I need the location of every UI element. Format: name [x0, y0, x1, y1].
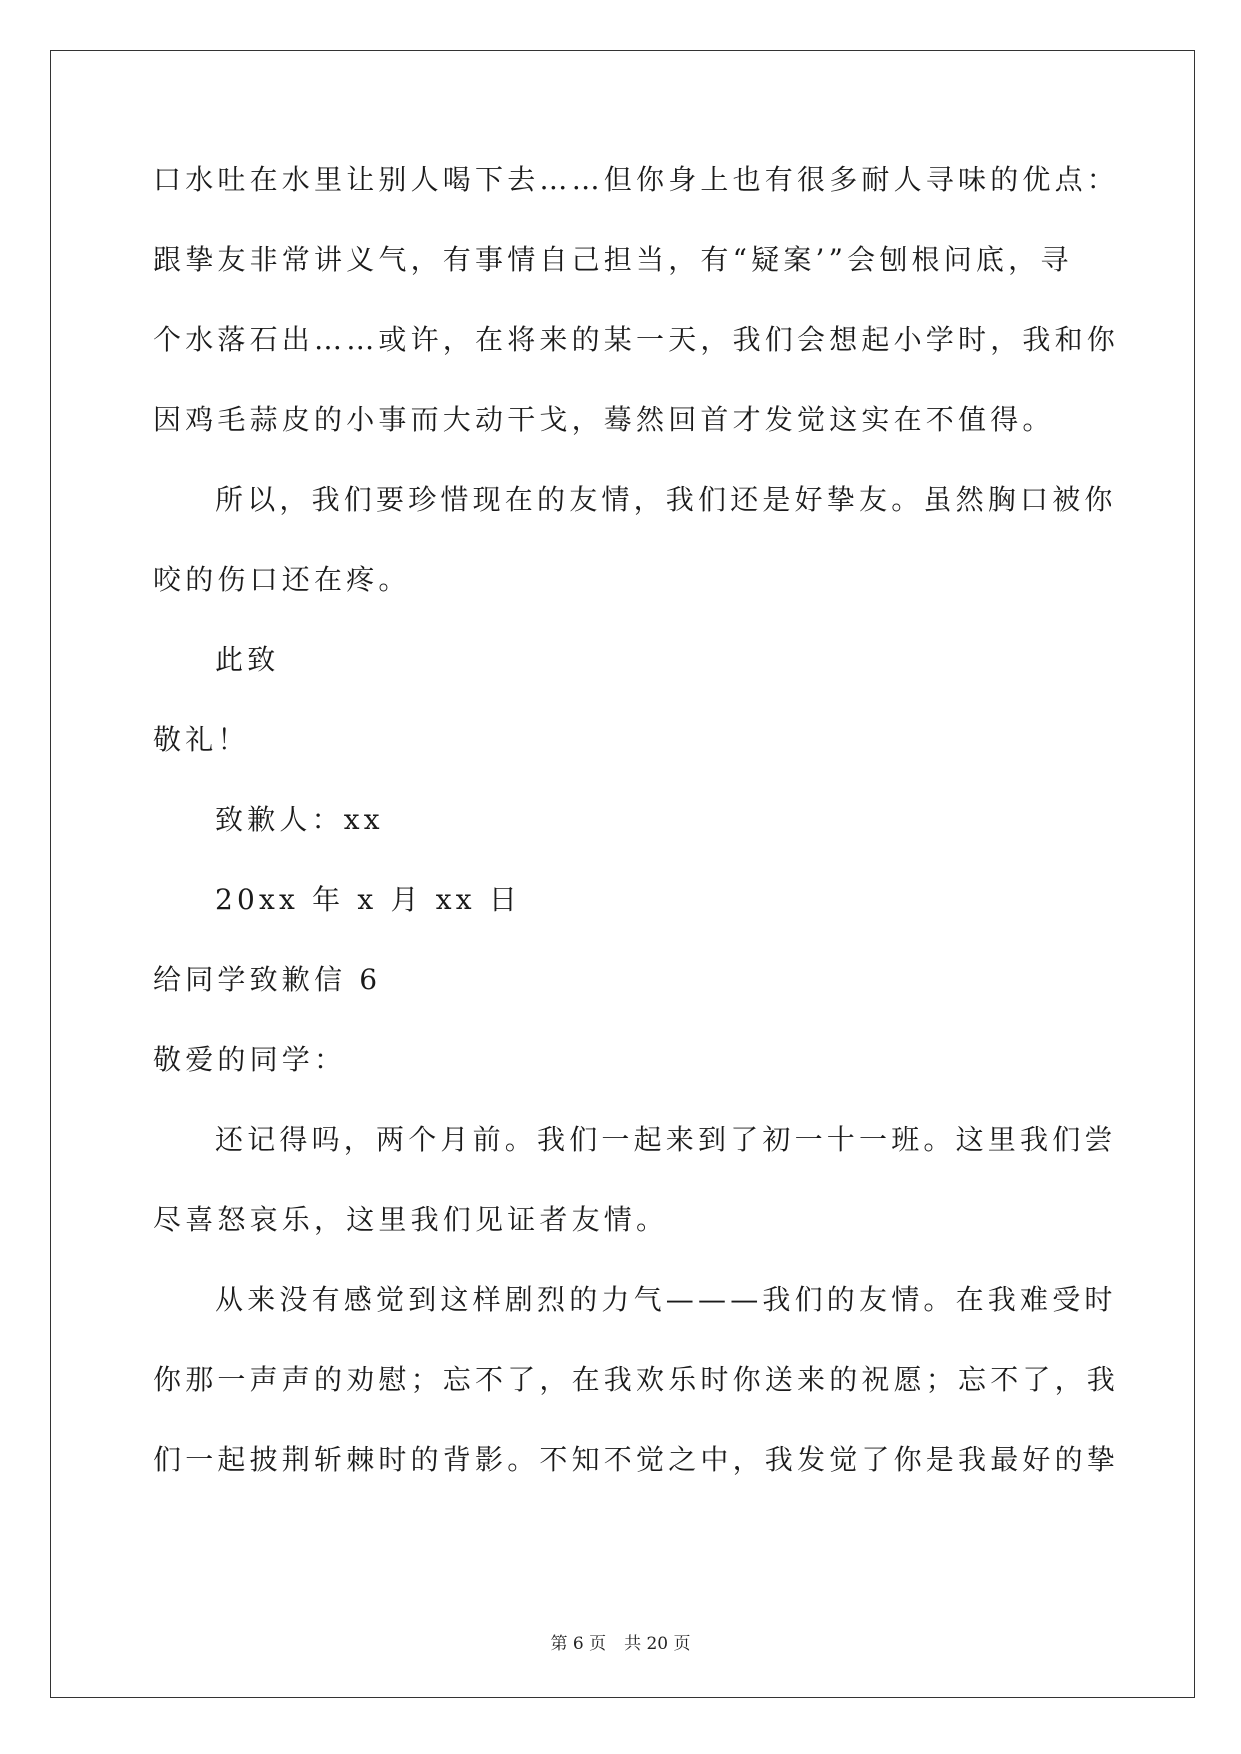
- paragraph-line: 个水落石出……或许，在将来的某一天，我们会想起小学时，我和你: [153, 323, 1120, 356]
- paragraph-line: 跟挚友非常讲义气，有事情自己担当，有“疑案’”会刨根问底，寻: [153, 243, 1073, 276]
- closing-regards: 敬礼！: [153, 723, 250, 756]
- paragraph-line: 你那一声声的劝慰；忘不了，在我欢乐时你送来的祝愿；忘不了，我: [153, 1363, 1120, 1396]
- paragraph-line: 所以，我们要珍惜现在的友情，我们还是好挚友。虽然胸口被你: [215, 483, 1117, 516]
- letter-greeting: 敬爱的同学：: [153, 1043, 347, 1076]
- page-number: 第 6 页: [550, 1634, 607, 1654]
- paragraph-line: 从来没有感觉到这样剧烈的力气———我们的友情。在我难受时: [215, 1283, 1117, 1316]
- paragraph-line: 咬的伤口还在疼。: [153, 563, 411, 596]
- signature-line: 致歉人：xx: [215, 803, 384, 836]
- paragraph-line: 尽喜怒哀乐，这里我们见证者友情。: [153, 1203, 669, 1236]
- page-total: 共 20 页: [624, 1634, 691, 1654]
- section-title: 给同学致歉信 6: [153, 963, 382, 996]
- paragraph-line: 还记得吗，两个月前。我们一起来到了初一十一班。这里我们尝: [215, 1123, 1117, 1156]
- date-line: 20xx 年 x 月 xx 日: [215, 883, 522, 916]
- paragraph-line: 因鸡毛蒜皮的小事而大动干戈，蓦然回首才发觉这实在不值得。: [153, 403, 1055, 436]
- paragraph-line: 们一起披荆斩棘时的背影。不知不觉之中，我发觉了你是我最好的挚: [153, 1443, 1120, 1476]
- page-footer: [0, 1633, 1241, 1655]
- closing-salutation: 此致: [215, 643, 280, 676]
- paragraph-line: 口水吐在水里让别人喝下去……但你身上也有很多耐人寻味的优点：: [153, 163, 1120, 196]
